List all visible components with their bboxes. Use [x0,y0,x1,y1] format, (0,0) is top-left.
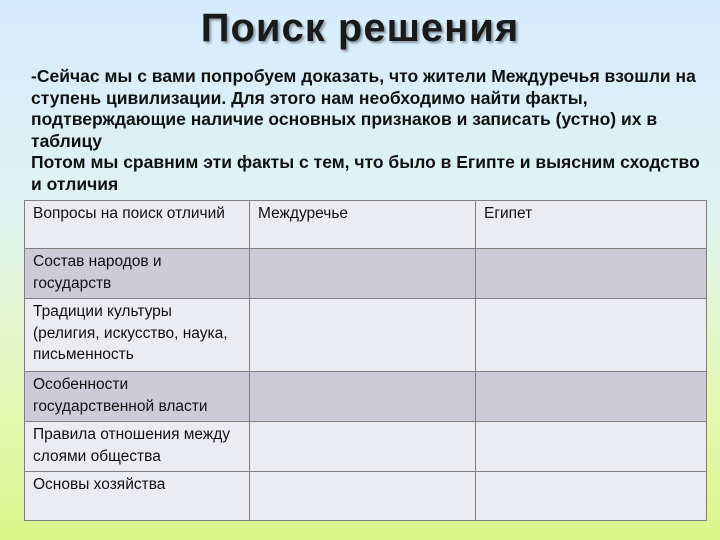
egypt-cell[interactable] [476,249,707,299]
table-row [25,422,707,472]
egypt-cell[interactable] [476,422,707,472]
slide-title: Поиск решения [200,6,520,50]
mesopotamia-cell[interactable] [250,422,476,472]
mesopotamia-cell[interactable] [250,249,476,299]
header-egypt: Египет [476,201,707,249]
table-header-row [25,201,707,249]
egypt-cell[interactable] [476,299,707,372]
intro-paragraph-2: Потом мы сравним эти факты с тем, что было в Египте и выясним сходство и отличия [31,152,700,194]
header-questions: Вопросы на поиск отличий [25,201,250,249]
row-label: Состав народов и государств [25,249,250,299]
mesopotamia-cell[interactable] [250,299,476,372]
comparison-table [24,200,707,521]
row-label: Основы хозяйства [25,472,250,521]
table-row [25,299,707,372]
table-row [25,249,707,299]
mesopotamia-cell[interactable] [250,372,476,422]
table-row [25,372,707,422]
row-label: Правила отношения между слоями общества [25,422,250,472]
header-mesopotamia: Междуречье [250,201,476,249]
egypt-cell[interactable] [476,472,707,521]
row-label: Традиции культуры (религия, искусство, наука, письменность [25,299,250,372]
intro-paragraph-1: -Сейчас мы с вами попробуем доказать, что жители Междуречья взошли на ступень цивилизации. Для этого нам необходимо найти факты, подтверждающие наличие основных признаков и записать (устно) их в таблицу [31,66,696,151]
egypt-cell[interactable] [476,372,707,422]
table-row [25,472,707,521]
row-label: Особенности государственной власти [25,372,250,422]
intro-text [31,66,711,195]
mesopotamia-cell[interactable] [250,472,476,521]
